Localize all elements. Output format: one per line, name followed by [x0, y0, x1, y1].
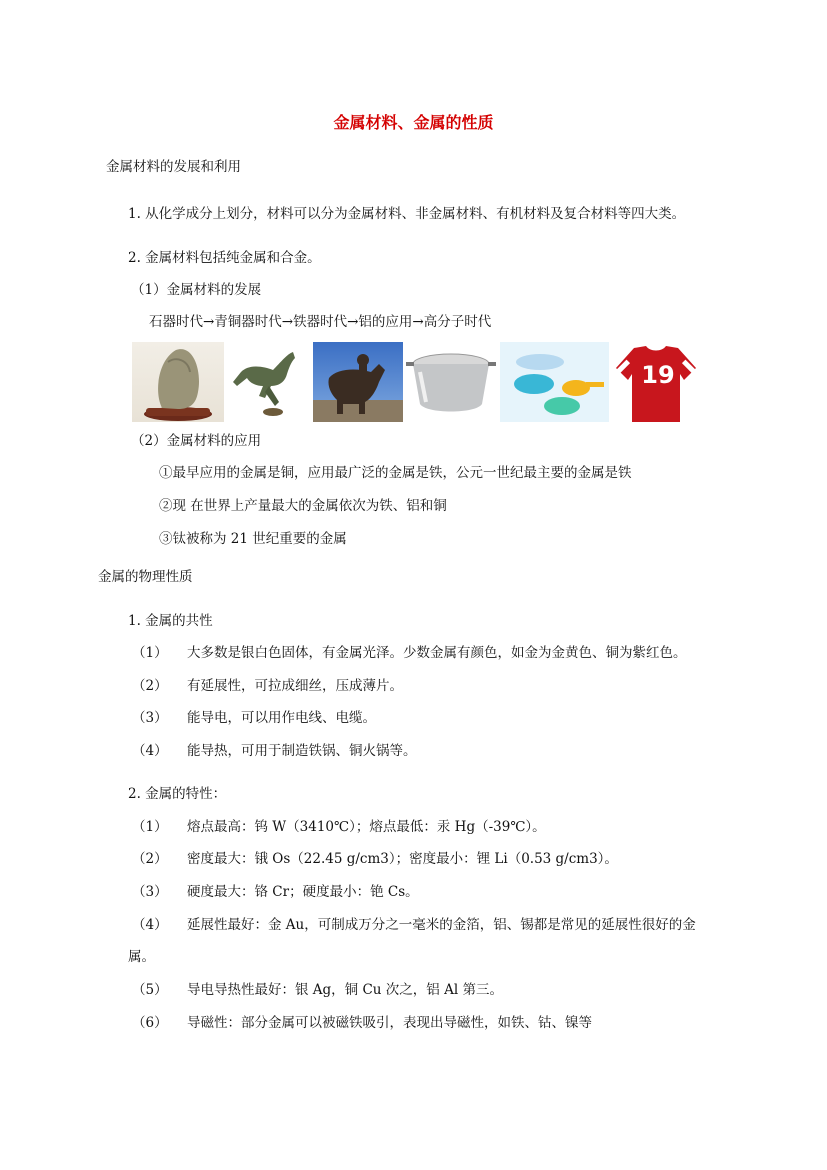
- special-item-text: 导电导热性最好：银 Ag，铜 Cu 次之，铝 Al 第三。: [187, 982, 503, 998]
- common-item-text: 大多数是银白色固体，有金属光泽。少数金属有颜色，如金为金黄色、铜为紫红色。: [187, 645, 687, 661]
- special-item-text: 导磁性：部分金属可以被磁铁吸引，表现出导磁性，如铁、钴、镍等: [187, 1015, 592, 1031]
- paragraph-alloys: 2. 金属材料包括纯金属和合金。: [128, 250, 321, 266]
- special-item-number: （1）: [132, 819, 168, 835]
- jersey-number: 19: [641, 361, 675, 389]
- timeline-text: 石器时代→青铜器时代→铁器时代→铝的应用→高分子时代: [149, 314, 492, 330]
- subheading-development: （1）金属材料的发展: [131, 282, 262, 298]
- common-item-text: 能导电，可以用作电线、电缆。: [187, 710, 376, 726]
- paragraph-special-properties: 2. 金属的特性：: [128, 786, 227, 802]
- page-title: 金属材料、金属的性质: [333, 113, 494, 132]
- subheading-application: （2）金属材料的应用: [131, 433, 262, 449]
- section-heading-development: 金属材料的发展和利用: [106, 159, 241, 175]
- stone-artifact-image: [132, 342, 224, 422]
- iron-ox-statue-image: [313, 342, 403, 422]
- common-item-number: （4）: [132, 743, 168, 759]
- section-heading-physical: 金属的物理性质: [98, 569, 193, 585]
- special-item-number: （6）: [132, 1015, 168, 1031]
- special-item-text: 硬度最大：铬 Cr；硬度最小：铯 Cs。: [187, 884, 419, 900]
- polymer-jersey-image: [614, 342, 698, 422]
- special-item-number: （4）: [132, 917, 168, 933]
- aluminum-pot-image: [406, 342, 496, 422]
- application-item-2: ②现 在世界上产量最大的金属依次为铁、铝和铜: [159, 498, 447, 514]
- common-item-number: （1）: [132, 645, 168, 661]
- application-item-1: ①最早应用的金属是铜，应用最广泛的金属是铁，公元一世纪最主要的金属是铁: [159, 465, 632, 481]
- special-item-number: （3）: [132, 884, 168, 900]
- special-item-number: （5）: [132, 982, 168, 998]
- bronze-horse-image: [229, 342, 309, 422]
- paragraph-classification: 1. 从化学成分上划分，材料可以分为金属材料、非金属材料、有机材料及复合材料等四大类。: [128, 206, 686, 222]
- common-item-text: 有延展性，可拉成细丝，压成薄片。: [187, 678, 403, 694]
- special-item-number: （2）: [132, 851, 168, 867]
- common-item-number: （3）: [132, 710, 168, 726]
- special-item-text: 熔点最高：钨 W（3410℃）；熔点最低：汞 Hg（-39℃）。: [187, 819, 546, 835]
- special-item-text: 延展性最好：金 Au，可制成万分之一毫米的金箔，铝、锡都是常见的延展性很好的金: [187, 917, 696, 933]
- common-item-number: （2）: [132, 678, 168, 694]
- plastic-colanders-image: [500, 342, 609, 422]
- special-item-text: 密度最大：锇 Os（22.45 g/cm3）；密度最小：锂 Li（0.53 g/cm3）。: [187, 851, 618, 867]
- common-item-text: 能导热，可用于制造铁锅、铜火锅等。: [187, 743, 417, 759]
- paragraph-common-properties: 1. 金属的共性: [128, 613, 213, 629]
- special-item-continuation: 属。: [128, 949, 155, 965]
- application-item-3: ③钛被称为 21 世纪重要的金属: [159, 531, 347, 547]
